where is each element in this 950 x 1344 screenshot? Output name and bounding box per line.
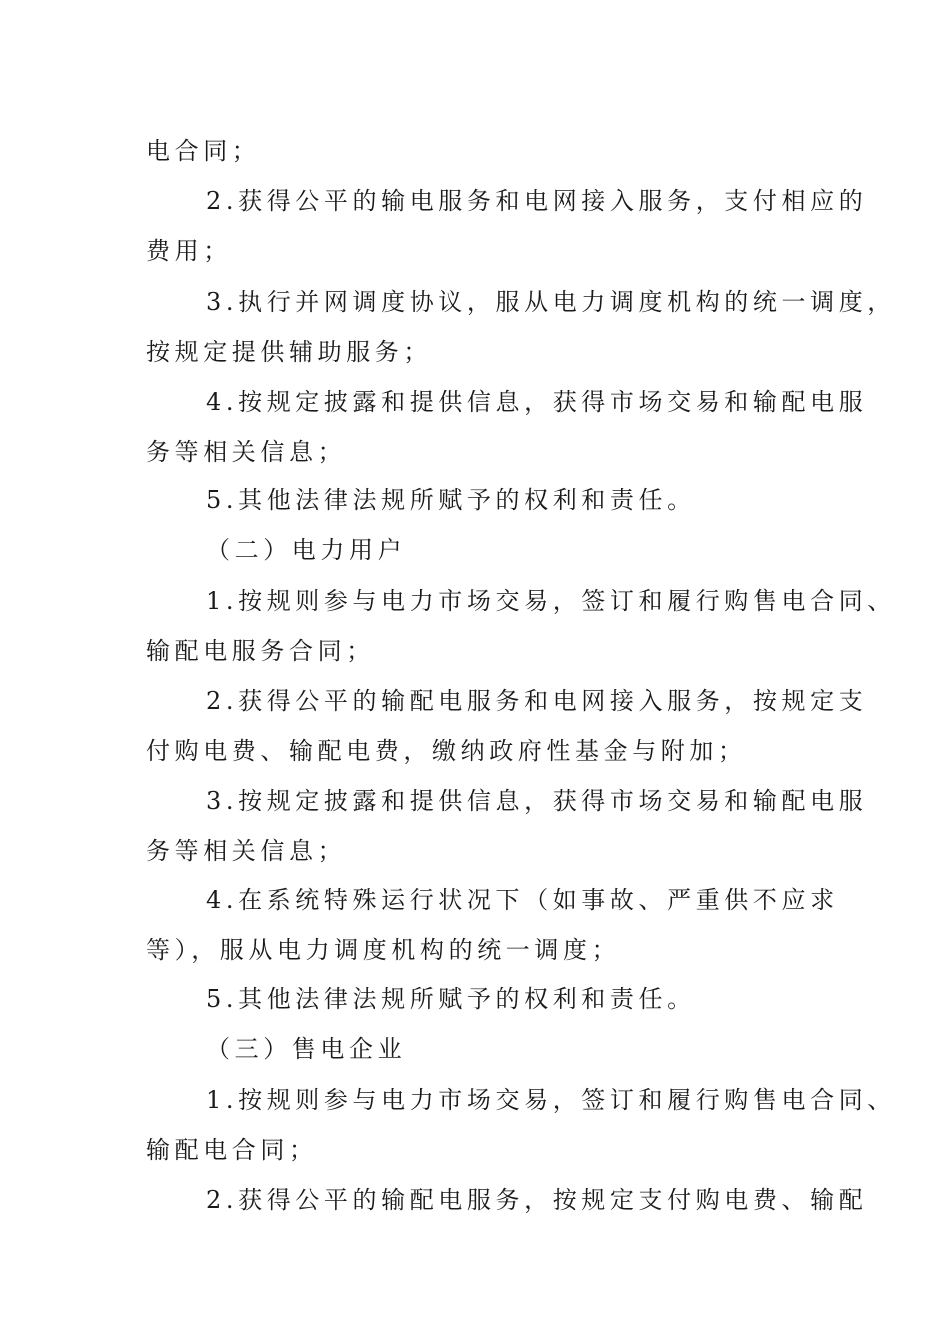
text-line: 5.其他法律法规所赋予的权利和责任。 [206, 985, 696, 1013]
text-line: 4.按规定披露和提供信息，获得市场交易和输配电服 [206, 388, 868, 416]
text-line: 5.其他法律法规所赋予的权利和责任。 [206, 486, 696, 514]
text-line: 3.按规定披露和提供信息，获得市场交易和输配电服 [206, 787, 868, 815]
section-heading: （三）售电企业 [206, 1035, 407, 1063]
text-line: 1.按规则参与电力市场交易，签订和履行购售电合同、 [206, 1086, 896, 1114]
text-line: 付购电费、输配电费，缴纳政府性基金与附加； [146, 737, 747, 765]
text-line: 2.获得公平的输配电服务，按规定支付购电费、输配 [206, 1186, 868, 1214]
section-heading: （二）电力用户 [206, 536, 407, 564]
text-line: 1.按规则参与电力市场交易，签订和履行购售电合同、 [206, 587, 896, 615]
text-line: 电合同； [146, 137, 261, 165]
text-line: 输配电合同； [146, 1136, 318, 1164]
text-line: 务等相关信息； [146, 438, 347, 466]
text-line: 2.获得公平的输配电服务和电网接入服务，按规定支 [206, 687, 868, 715]
text-line: 按规定提供辅助服务； [146, 338, 432, 366]
text-line: 务等相关信息； [146, 837, 347, 865]
text-line: 输配电服务合同； [146, 637, 375, 665]
text-line: 等），服从电力调度机构的统一调度； [146, 936, 621, 964]
text-line: 3.执行并网调度协议，服从电力调度机构的统一调度， [206, 288, 896, 316]
text-line: 费用； [146, 237, 232, 265]
text-line: 2.获得公平的输电服务和电网接入服务，支付相应的 [206, 187, 868, 215]
text-line: 4.在系统特殊运行状况下（如事故、严重供不应求 [206, 886, 839, 914]
